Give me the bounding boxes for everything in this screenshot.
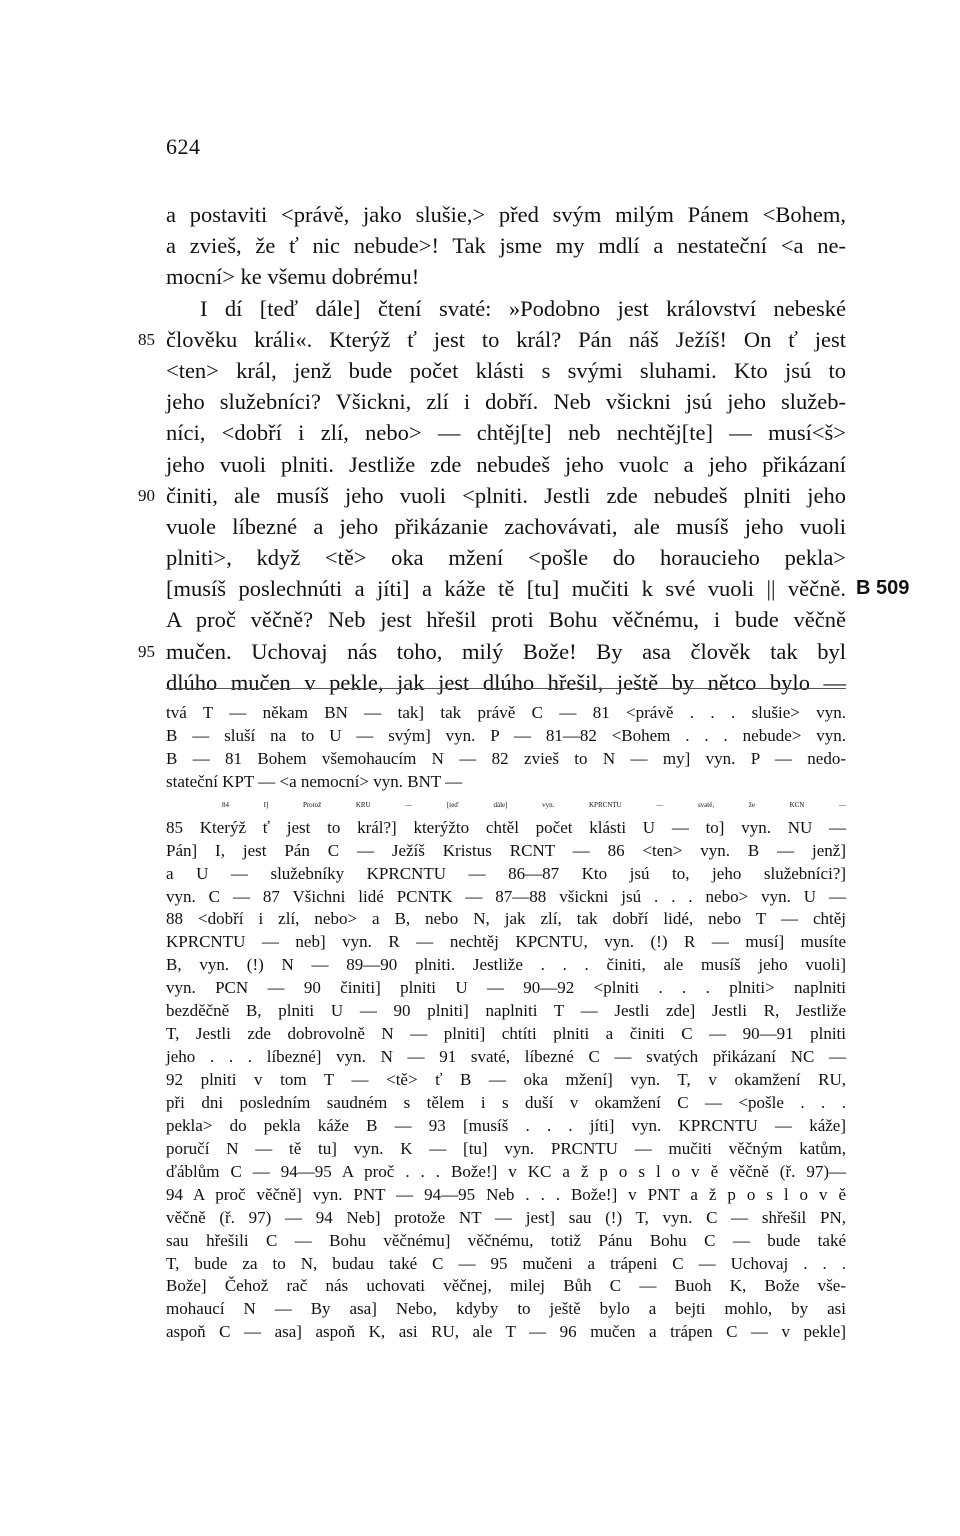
apparatus-line: vyn. PCN — 90 činiti] plniti U — 90—92 <plniti . . . plniti> naplniti — [166, 978, 846, 998]
apparatus-line: jeho . . . líbezné] vyn. N — 91 svaté, líbezné C — svatých přikázaní NC — — [166, 1047, 846, 1067]
text-line — [166, 604, 846, 635]
line-number: 85 — [138, 329, 155, 349]
main-text — [138, 199, 910, 698]
text-line — [166, 355, 846, 386]
text-line-content: a zvieš, že ť nic nebude>! Tak jsme my mdlí a nestateční <a ne- — [166, 233, 846, 259]
apparatus-line: při dni posledním saudném s tělem i s duší v okamžení C — <pošle . . . — [166, 1092, 846, 1112]
footnote-separator — [166, 688, 846, 689]
text-line — [138, 324, 846, 355]
apparatus-line: vyn. C — 87 Všichni lidé PCNTK — 87—88 všickni jsú . . . nebo> vyn. U — — [166, 886, 846, 906]
text-line-content: a postaviti <právě, jako slušie,> před svým milým Pánem <Bohem, — [166, 202, 846, 227]
text-line-content: dlúho mučen v pekle, jak jest dlúho hřešil, ještě by nětco bylo — — [166, 669, 846, 695]
text-line-content: jeho služebníci? Všickni, zlí i dobří. Neb všickni jsú jeho služeb- — [166, 389, 846, 415]
text-line — [166, 293, 846, 324]
apparatus-line: pekla> do pekla káže B — 93 [musíš . . . jíti] vyn. KPRCNTU — káže] — [166, 1115, 846, 1135]
apparatus-line: B — 81 Bohem všemohaucím N — 82 zvieš to N — my] vyn. P — nedo- — [166, 748, 846, 768]
text-line-content: člověku králi«. Kterýž ť jest to král? Pán náš Ježíš! On ť jest — [166, 326, 846, 352]
apparatus-line: B — sluší na to U — svým] vyn. P — 81—82 <Bohem . . . nebude> vyn. — [166, 725, 846, 745]
apparatus-line: 84 I] Protož KRU — [teď dále] vyn. KPRCNTU — svaté, že KCN — — [222, 800, 846, 809]
text-line — [166, 417, 846, 448]
text-line-content: I dí [teď dále] čtení svaté: »Podobno jest království nebeské — [200, 295, 846, 321]
line-number: 90 — [138, 485, 155, 505]
apparatus-line: T, Jestli zde dobrovolně N — plniti] chtíti plniti a činiti C — 90—91 plniti — [166, 1024, 846, 1044]
apparatus-line: aspoň C — asa] aspoň K, asi RU, ale T — 96 mučen a trápen C — v pekle] — [166, 1322, 846, 1342]
critical-apparatus — [166, 702, 846, 1344]
page-number: 624 — [166, 134, 201, 159]
margin-page-reference: B 509 — [856, 577, 910, 600]
apparatus-line: bezděčně B, plniti U — 90 plniti] naplniti T — Jestli zde] Jestli R, Jestliže — [166, 1001, 846, 1021]
apparatus-line: 92 plniti v tom T — <tě> ť B — oka mžení] vyn. T, v okamžení RU, — [166, 1070, 846, 1089]
apparatus-line: tvá T — někam BN — tak] tak právě C — 81 <právě . . . slušie> vyn. — [166, 703, 846, 722]
apparatus-line: 85 Kterýž ť jest to král?] kterýžto chtěl počet klásti U — to] vyn. NU — — [166, 817, 846, 837]
apparatus-line: mohaucí N — By asa] Nebo, kdyby to ještě bylo a bejti mohlo, by asi — [166, 1299, 846, 1319]
apparatus-line: poručí N — tě tu] vyn. K — [tu] vyn. PRCNTU — mučiti věčným katům, — [166, 1138, 846, 1158]
text-line — [166, 511, 846, 542]
text-line — [166, 386, 846, 417]
text-line — [166, 449, 846, 480]
text-line-content: mocní> ke všemu dobrému! — [166, 264, 420, 290]
apparatus-line: ďáblům C — 94—95 A proč . . . Bože!] v KC a ž p o s l o v ě věčně (ř. 97)— — [166, 1161, 846, 1181]
apparatus-line: KPRCNTU — neb] vyn. R — nechtěj KPCNTU, vyn. (!) R — musí] musíte — [166, 932, 846, 952]
text-line — [138, 636, 846, 667]
text-line — [166, 230, 846, 261]
text-line — [166, 667, 846, 698]
text-line-content: jeho vuoli plniti. Jestliže zde nebudeš jeho vuolc a jeho přikázaní — [166, 451, 846, 477]
text-line-content: vuole líbezné a jeho přikázanie zachovávati, ale musíš jeho vuoli — [166, 513, 846, 539]
apparatus-line: stateční KPT — <a nemocní> vyn. BNT — — [166, 771, 463, 791]
apparatus-line: Pán] I, jest Pán C — Ježíš Kristus RCNT — 86 <ten> vyn. B — jenž] — [166, 840, 846, 860]
text-line-content: [musíš poslechnúti a jíti] a káže tě [tu] mučiti k své vuoli || věčně. — [166, 576, 846, 602]
apparatus-line: a U — služebníky KPRCNTU — 86—87 Kto jsú to, jeho služebníci?] — [166, 863, 846, 883]
line-number: 95 — [138, 641, 155, 661]
text-line — [166, 261, 846, 292]
text-line-content: mučen. Uchovaj nás toho, milý Bože! By asa člověk tak byl — [166, 638, 846, 664]
apparatus-line: sau hřešili C — Bohu věčnému] věčnému, totiž Pánu Bohu C — bude také — [166, 1230, 846, 1250]
text-line — [166, 542, 846, 573]
text-line — [166, 573, 910, 604]
apparatus-line: Bože] Čehož rač nás uchovati věčnej, milej Bůh C — Buoh K, Bože vše- — [166, 1276, 846, 1296]
apparatus-line: T, bude za to N, budau také C — 95 mučeni a trápeni C — Uchovaj . . . — [166, 1253, 846, 1273]
text-line-content: A proč věčně? Neb jest hřešil proti Bohu věčnému, i bude věčně — [166, 607, 846, 633]
text-line — [138, 480, 846, 511]
text-line-content: níci, <dobří i zlí, nebo> — chtěj[te] neb nechtěj[te] — musí<š> — [166, 420, 846, 446]
text-line-content: plniti>, když <tě> oka mžení <pošle do horaucieho pekla> — [166, 545, 846, 571]
text-line-content: <ten> král, jenž bude počet klásti s svými sluhami. Kto jsú to — [166, 357, 846, 383]
text-line — [166, 199, 846, 230]
apparatus-line: 88 <dobří i zlí, nebo> a B, nebo N, jak zlí, tak dobří lidé, nebo T — chtěj — [166, 909, 846, 929]
text-line-content: činiti, ale musíš jeho vuoli <plniti. Jestli zde nebudeš plniti jeho — [166, 482, 846, 508]
apparatus-line: věčně (ř. 97) — 94 Neb] protože NT — jest] sau (!) T, vyn. C — shřešil PN, — [166, 1207, 846, 1227]
apparatus-line: 94 A proč věčně] vyn. PNT — 94—95 Neb . . . Bože!] v PNT a ž p o s l o v ě — [166, 1184, 846, 1204]
apparatus-line: B, vyn. (!) N — 89—90 plniti. Jestliže . . . činiti, ale musíš jeho vuoli] — [166, 955, 846, 975]
